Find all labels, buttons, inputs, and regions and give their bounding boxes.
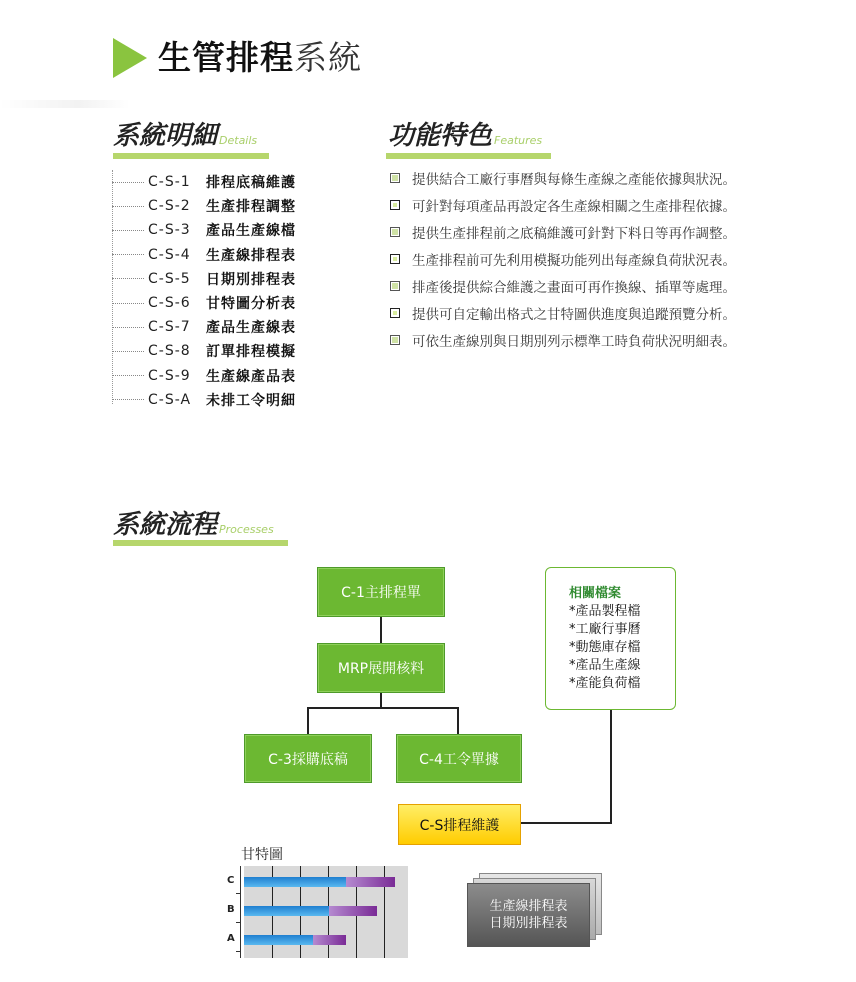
feature-text: 可針對每項產品再設定各生產線相關之生產排程依據。: [412, 199, 736, 215]
item-name: 生產線產品表: [206, 368, 296, 385]
gantt-row-label: A: [227, 933, 235, 944]
details-list-item: [112, 364, 296, 388]
report-line-2: 日期別排程表: [489, 916, 568, 931]
gantt-tick: [236, 951, 241, 952]
feature-item: [390, 248, 736, 270]
item-code: C-S-1: [148, 174, 191, 190]
report-line-1: 生產線排程表: [489, 899, 568, 914]
gantt-tick: [236, 922, 241, 923]
square-bullet-icon: [390, 173, 400, 183]
feature-text: 提供結合工廠行事曆與每條生產線之產能依據與狀況。: [412, 172, 736, 188]
details-list-item: [112, 243, 296, 267]
item-code: C-S-6: [148, 295, 191, 311]
connector-line: [457, 707, 459, 734]
related-files-box: [545, 567, 676, 710]
related-file-item: *產品生產線: [569, 658, 641, 673]
tree-connector: [112, 399, 144, 400]
gantt-bar-planned: [244, 906, 329, 916]
tree-connector: [112, 278, 144, 279]
tree-connector: [112, 303, 144, 304]
item-code: C-S-5: [148, 270, 191, 287]
tree-connector: [112, 206, 144, 207]
related-file-item: *產品製程檔: [569, 604, 641, 619]
item-name: 產品生產線表: [206, 320, 296, 337]
connector-line: [307, 707, 309, 734]
item-code: C-S-4: [148, 246, 191, 263]
gantt-bar-actual: [346, 877, 395, 887]
details-list-item: [112, 315, 296, 339]
gantt-row-label: C: [227, 875, 235, 886]
details-list-item: [112, 194, 296, 218]
report-sheet-front: [467, 883, 590, 947]
item-name: 生產線排程表: [206, 247, 296, 264]
gantt-bar-actual: [329, 906, 377, 916]
tree-connector: [112, 327, 144, 328]
square-bullet-icon: [390, 227, 400, 237]
feature-item: [390, 194, 736, 216]
mrp-box: MRP展開核料: [317, 643, 445, 693]
details-list-item: [112, 291, 296, 315]
feature-item: [390, 275, 736, 297]
gantt-bar-planned: [244, 877, 346, 887]
feature-item: [390, 302, 736, 324]
gantt-tick: [236, 893, 241, 894]
details-heading: 系統明細 Details: [113, 121, 258, 151]
item-name: 排程底稿維護: [206, 175, 296, 191]
item-code: C-S-3: [148, 222, 191, 239]
connector-line: [610, 710, 612, 823]
feature-text: 提供生產排程前之底稿維護可針對下料日等再作調整。: [412, 226, 736, 242]
title-divider: [0, 100, 130, 108]
feature-text: 生產排程前可先利用模擬功能列出每產線負荷狀況表。: [412, 253, 736, 269]
item-code: C-S-9: [148, 367, 191, 384]
connector-line: [307, 707, 458, 709]
feature-item: [390, 167, 736, 189]
feature-text: 可依生產線別與日期別列示標準工時負荷狀況明細表。: [412, 334, 736, 350]
item-code: C-S-7: [148, 319, 191, 336]
gantt-bar-planned: [244, 935, 313, 945]
item-name: 日期別排程表: [206, 271, 296, 288]
gantt-row-label: B: [227, 904, 235, 915]
tree-connector: [112, 182, 144, 183]
square-bullet-icon: [390, 335, 400, 345]
related-file-item: *動態庫存檔: [569, 640, 641, 655]
item-name: 甘特圖分析表: [206, 296, 296, 312]
item-name: 產品生產線檔: [206, 223, 296, 240]
item-name: 訂單排程模擬: [206, 344, 296, 361]
square-bullet-icon: [390, 281, 400, 291]
details-heading-bar: [113, 153, 269, 159]
gantt-axis: [240, 866, 241, 958]
tree-connector: [112, 375, 144, 376]
details-list-item: [112, 388, 296, 412]
connector-line: [380, 615, 382, 643]
tree-connector: [112, 230, 144, 231]
related-files-title: 相關檔案: [569, 586, 622, 601]
feature-item: [390, 329, 736, 351]
connector-line: [380, 691, 382, 708]
tree-connector: [112, 351, 144, 352]
item-code: C-S-8: [148, 343, 191, 360]
related-file-item: *工廠行事曆: [569, 622, 641, 637]
feature-text: 排產後提供綜合維護之畫面可再作換線、插單等處理。: [412, 280, 736, 296]
features-heading: 功能特色 Features: [388, 121, 543, 151]
item-code: C-S-A: [148, 391, 192, 408]
tree-connector: [112, 254, 144, 255]
main-schedule-box: C-1主排程單: [317, 567, 445, 617]
details-list-item: [112, 170, 296, 194]
square-bullet-icon: [390, 308, 400, 318]
square-bullet-icon: [390, 254, 400, 264]
purchase-draft-box: C-3採購底稿: [244, 734, 372, 783]
item-name: 未排工令明細: [206, 392, 296, 409]
gantt-bar-actual: [313, 935, 346, 945]
title-arrow-icon: [113, 38, 147, 78]
schedule-maintenance-box: C-S排程維護: [398, 804, 521, 845]
square-bullet-icon: [390, 200, 400, 210]
details-list-item: [112, 218, 296, 242]
item-name: 生產排程調整: [206, 199, 296, 216]
item-code: C-S-2: [148, 198, 191, 215]
feature-text: 提供可自定輸出格式之甘特圖供進度與追蹤預覽分析。: [412, 307, 736, 323]
connector-line: [519, 822, 612, 824]
details-list-item: [112, 339, 296, 363]
gantt-title: 甘特圖: [241, 847, 283, 863]
feature-item: [390, 221, 736, 243]
processes-heading: 系統流程 Processes: [113, 510, 274, 540]
related-file-item: *產能負荷檔: [569, 676, 641, 691]
work-order-box: C-4工令單據: [396, 734, 522, 783]
processes-heading-bar: [113, 540, 288, 546]
features-heading-bar: [386, 153, 551, 159]
page-title: 生管排程系統: [158, 38, 362, 77]
details-list-item: [112, 267, 296, 291]
